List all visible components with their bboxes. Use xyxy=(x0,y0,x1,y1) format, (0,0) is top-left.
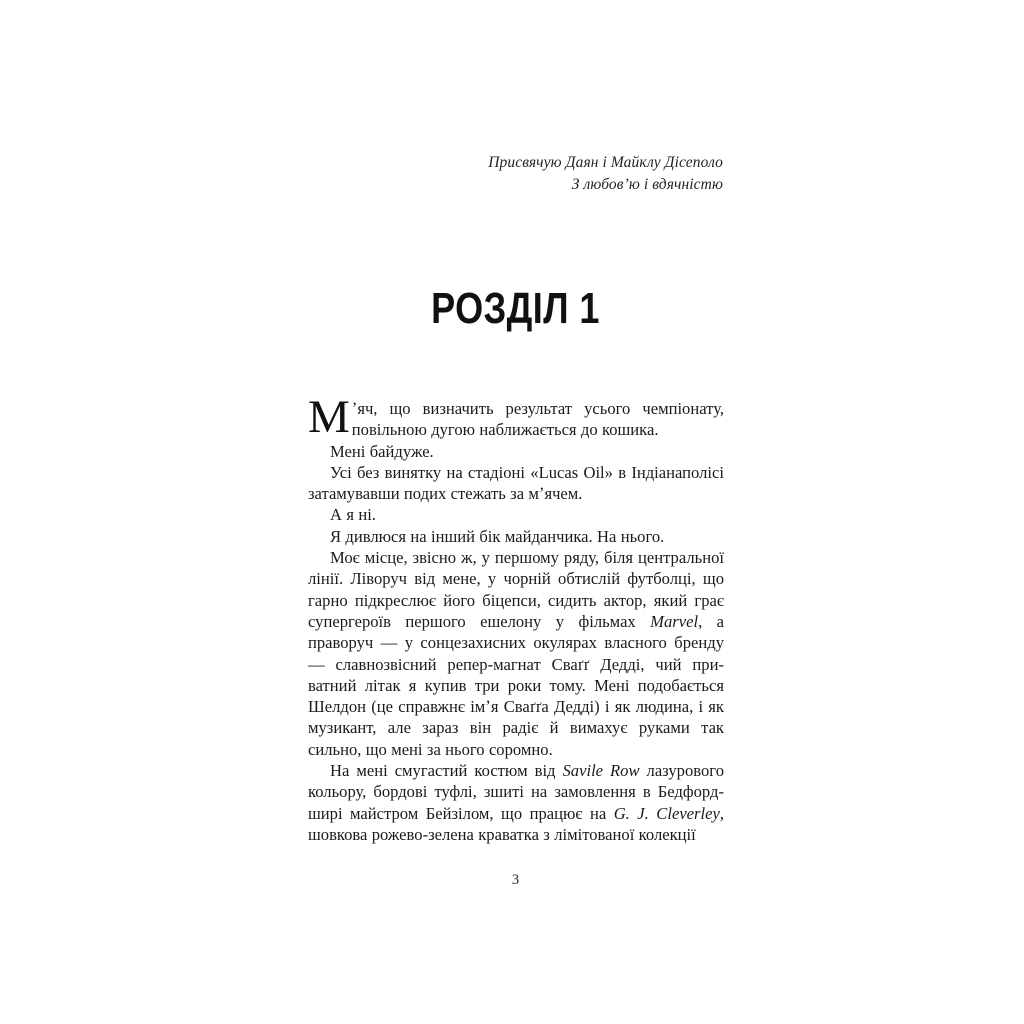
paragraph-2: Мені байдуже. xyxy=(330,441,434,461)
body-text-column xyxy=(308,391,725,845)
paragraph-1-text: ʼяч, що визначить результат усього чемпіонату, повільною дугою наближається до кошика. xyxy=(351,399,724,440)
paragraph-7-part-1: На мені смугастий костюм від xyxy=(330,761,563,781)
page-number: 3 xyxy=(511,872,520,888)
drop-cap: М xyxy=(308,391,350,443)
chapter-heading: РОЗДІЛ 1 xyxy=(431,284,600,333)
paragraph-6-part-1: Моє місце, звісно ж, у першому ряду, біля центральної лінії. Ліворуч від мене, у чорній обтислій футболці, що гарно підкреслює його біцепси, сидить актор, який грає супергероїв першого ешелону у фільмах xyxy=(308,548,724,631)
paragraph-6 xyxy=(308,547,724,760)
dedication-line-1: Присвячую Даян і Майклу Дісеполо xyxy=(488,154,723,171)
paragraph-7-part-2: лазурового кольору, бордові туфлі, зшиті на замовлення в Бедфордширі майстром Бейзілом, що працює на xyxy=(308,761,724,823)
dedication-line-2: З любовʼю і вдячністю xyxy=(571,175,723,193)
paragraph-6-part-2: , а праворуч — у сонцезахисних окулярах власного бренду — славнозвісний репер-магнат Сваґґ Дедді, чий приватний літак я купив три роки тому. Мені подобається Шелдон (це справжнє імʼя Сваґґа Дедді) і як людина, і як музикант, але зараз він радіє й вимахує руками так сильно, що мені за нього соромно. xyxy=(308,611,724,759)
paragraph-1 xyxy=(308,391,724,443)
paragraph-4: А я ні. xyxy=(330,505,376,525)
paragraph-3: Усі без винятку на стадіоні «Lucas Oil» в Індіанаполісі затамувавши подих стежать за мʼячем. xyxy=(308,462,724,504)
paragraph-5: Я дивлюся на інший бік майданчика. На нього. xyxy=(330,526,665,546)
title-cleverley: G. J. Cleverley xyxy=(613,803,720,823)
dedication-block xyxy=(308,152,723,195)
paragraph-7-part-3: , шовкова рожево-зелена краватка з лімітованої колекції xyxy=(308,803,725,844)
paragraph-7 xyxy=(308,760,724,845)
title-marvel: Marvel xyxy=(650,611,699,631)
title-savile-row: Savile Row xyxy=(562,761,640,781)
